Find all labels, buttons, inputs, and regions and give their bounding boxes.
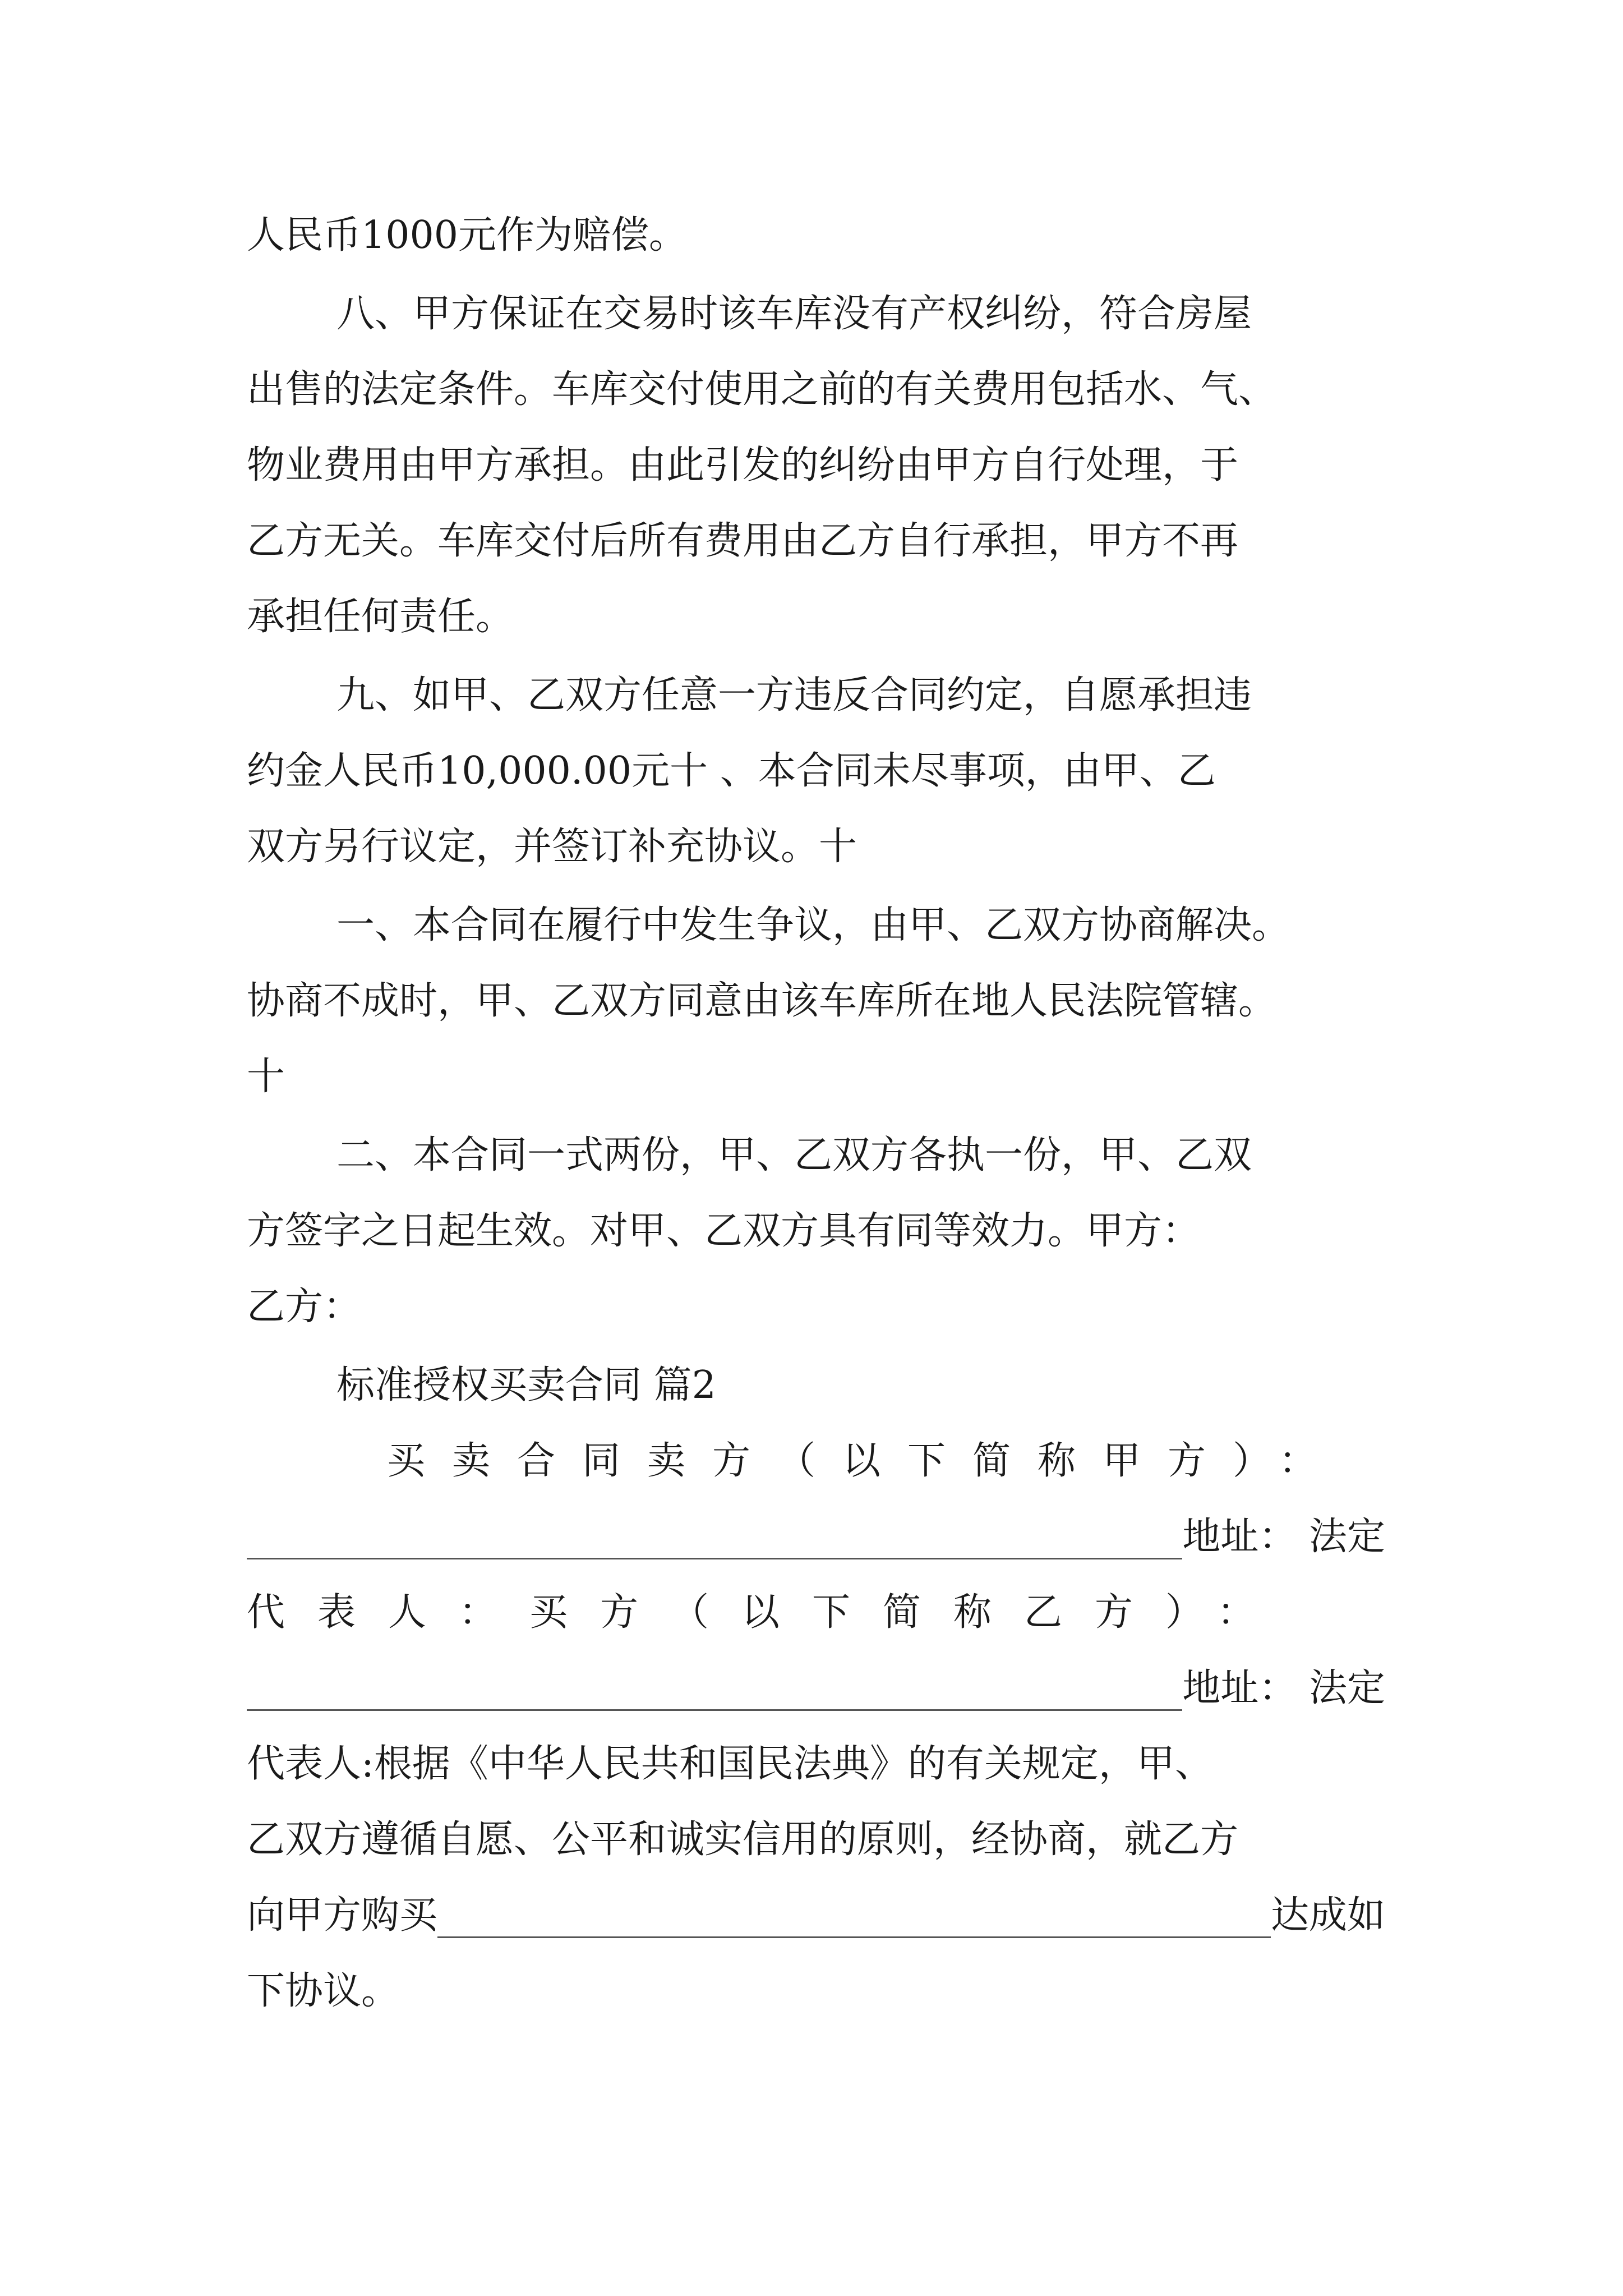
- text-line: 代表人：买方（以下简称乙方）：: [247, 1590, 1288, 1635]
- text-line: 买卖合同卖方（以下简称甲方）：: [387, 1439, 1344, 1483]
- fill-in-blank: [247, 1676, 1182, 1711]
- text-line: 下协议。: [247, 1969, 400, 2013]
- text-line: 物业费用由甲方承担。由此引发的纠纷由甲方自行处理，于: [247, 443, 1239, 487]
- text-line: 乙双方遵循自愿、公平和诚实信用的原则，经协商，就乙方: [247, 1818, 1239, 1862]
- text-line: 代表人:根据《中华人民共和国民法典》的有关规定，甲、: [247, 1742, 1213, 1786]
- address-label: 地址： 法定: [1182, 1666, 1385, 1710]
- text-line: 九、如甲、乙双方任意一方违反合同约定，自愿承担违: [336, 673, 1252, 717]
- text-line: 方签字之日起生效。对甲、乙双方具有同等效力。甲方：: [247, 1209, 1201, 1253]
- text-line: 二、本合同一式两份，甲、乙双方各执一份，甲、乙双: [336, 1133, 1252, 1177]
- section-title: 标准授权买卖合同 篇2: [336, 1363, 716, 1407]
- text-line: 出售的法定条件。车库交付使用之前的有关费用包括水、气、: [247, 367, 1277, 412]
- text-line: 双方另行议定，并签订补充协议。十: [247, 825, 857, 869]
- text-line: 八、甲方保证在交易时该车库没有产权纠纷，符合房屋: [336, 292, 1252, 336]
- text-line: 向甲方购买 达成如: [247, 1893, 1385, 1938]
- text-line: 人民币1000元作为赔偿。: [247, 213, 688, 257]
- text-line: [247, 1515, 1385, 1559]
- text-line: 乙方无关。车库交付后所有费用由乙方自行承担，甲方不再: [247, 519, 1239, 563]
- text-line: 一、本合同在履行中发生争议，由甲、乙双方协商解决。: [336, 903, 1290, 947]
- text-line: 十: [247, 1055, 285, 1099]
- text-line: 承担任何责任。: [247, 595, 514, 639]
- text-line: 约金人民币10,000.00元十 、本合同未尽事项，由甲、乙: [247, 749, 1216, 793]
- fill-in-blank: [247, 1524, 1182, 1559]
- text-line: 乙方：: [247, 1285, 362, 1329]
- text-line: 协商不成时，甲、乙双方同意由该车库所在地人民法院管辖。: [247, 979, 1277, 1023]
- fill-in-blank: [437, 1903, 1271, 1938]
- address-label: 地址： 法定: [1182, 1515, 1385, 1559]
- text-line: [247, 1666, 1385, 1711]
